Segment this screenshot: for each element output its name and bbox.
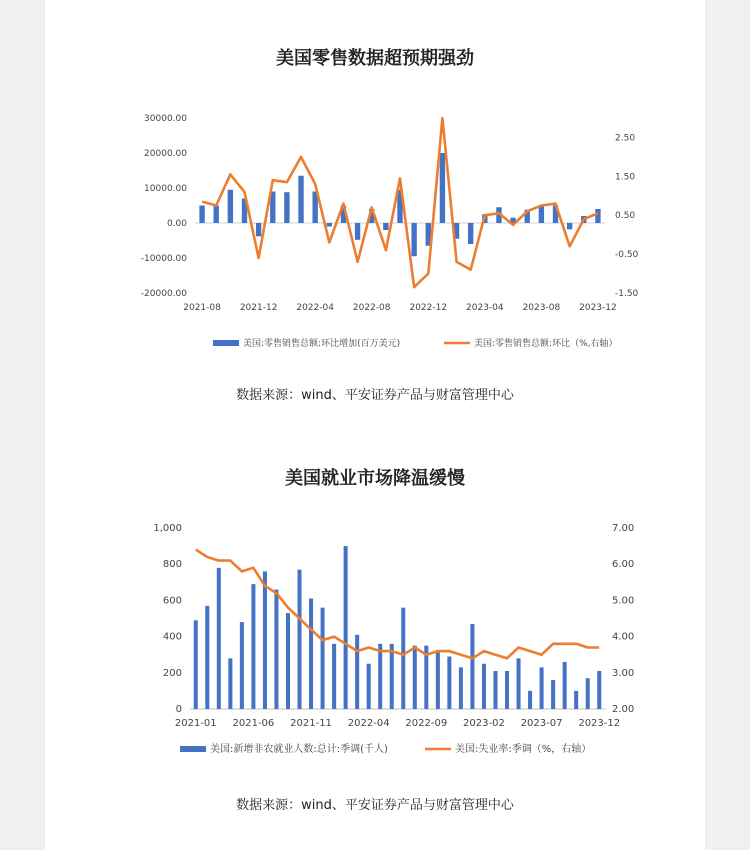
right-tick-label: 3.00 (612, 667, 635, 679)
x-tick-label: 2022-09 (405, 718, 448, 729)
x-tick-label: 2021-12 (239, 303, 278, 313)
bar (482, 664, 486, 709)
right-tick-label: 2.50 (615, 133, 636, 144)
left-tick-label: -20000.00 (140, 289, 187, 299)
bar (517, 658, 521, 709)
x-tick-label: 2021-01 (174, 718, 217, 729)
left-tick-label: 800 (162, 559, 182, 571)
bar (436, 651, 440, 709)
bar (344, 546, 348, 709)
x-tick-label: 2021-06 (232, 718, 275, 729)
legend-bar-swatch (180, 746, 206, 752)
bar (332, 644, 336, 709)
x-tick-label: 2022-12 (409, 303, 448, 313)
x-tick-label: 2023-02 (463, 718, 505, 729)
bar (367, 664, 371, 709)
left-tick-label: 10000.00 (144, 184, 187, 194)
bar (586, 678, 590, 709)
bar (551, 680, 555, 709)
x-tick-label: 2022-08 (352, 303, 391, 313)
bar (401, 608, 405, 709)
bar (528, 691, 532, 709)
line-series (196, 550, 599, 659)
right-tick-label: 1.50 (615, 172, 636, 183)
bar (355, 635, 359, 709)
bar (574, 691, 578, 709)
right-tick-label: -1.50 (615, 289, 639, 299)
bar (378, 644, 382, 709)
x-tick-label: 2021-08 (183, 303, 221, 313)
right-tick-label: -0.50 (615, 250, 639, 261)
left-tick-label: -10000.00 (140, 254, 187, 264)
chart1-title: 美国零售数据超预期强劲 (276, 48, 474, 69)
left-tick-label: 0.00 (166, 219, 187, 229)
x-tick-label: 2023-04 (466, 303, 504, 313)
left-tick-label: 20000.00 (144, 149, 187, 159)
x-tick-label: 2022-04 (347, 718, 390, 729)
bar (470, 624, 474, 709)
bar (217, 568, 221, 709)
employment-chart (45, 0, 705, 850)
x-tick-label: 2023-12 (578, 718, 621, 729)
bar (240, 622, 244, 709)
left-tick-label: 1,000 (153, 523, 182, 534)
bar (228, 658, 232, 709)
bar (447, 657, 451, 709)
chart2-title: 美国就业市场降温缓慢 (285, 468, 465, 489)
bar (493, 671, 497, 709)
left-tick-label: 400 (162, 631, 182, 643)
right-tick-label: 4.00 (612, 631, 635, 643)
bar (274, 590, 278, 709)
bar (540, 667, 544, 709)
right-tick-label: 2.00 (612, 704, 635, 715)
chart1-source: 数据来源：wind、平安证券产品与财富管理中心 (236, 388, 514, 403)
bar (505, 671, 509, 709)
bar (413, 646, 417, 709)
legend-line-label: 美国:零售销售总额:环比（%,右轴） (474, 339, 618, 349)
bar (251, 584, 255, 709)
legend-line-label: 美国:失业率:季调（%，右轴） (455, 744, 592, 755)
bar (309, 599, 313, 709)
bar (597, 671, 601, 709)
x-tick-label: 2022-04 (296, 303, 334, 313)
left-tick-label: 30000.00 (144, 114, 187, 124)
bar (205, 606, 209, 709)
left-tick-label: 200 (162, 667, 182, 679)
legend-bar-label: 美国:新增非农就业人数:总计:季调(千人) (210, 744, 388, 755)
x-tick-label: 2021-11 (290, 718, 332, 729)
x-tick-label: 2023-08 (522, 303, 561, 313)
bar (563, 662, 567, 709)
left-tick-label: 0 (175, 704, 182, 715)
right-tick-label: 0.50 (615, 211, 636, 222)
bar (263, 571, 267, 709)
legend-bar-label: 美国:零售销售总额:环比增加(百万美元) (243, 339, 401, 349)
bar (321, 608, 325, 709)
right-tick-label: 5.00 (612, 595, 635, 607)
x-tick-label: 2023-12 (579, 303, 617, 313)
bar (390, 644, 394, 709)
chart2-source: 数据来源：wind、平安证券产品与财富管理中心 (236, 798, 514, 813)
bar (194, 620, 198, 709)
bar (286, 613, 290, 709)
right-tick-label: 7.00 (612, 523, 635, 534)
x-tick-label: 2023-07 (520, 718, 563, 729)
right-tick-label: 6.00 (612, 559, 635, 571)
report-page (45, 0, 705, 850)
bar (297, 570, 301, 709)
left-tick-label: 600 (162, 595, 182, 607)
bar (459, 667, 463, 709)
